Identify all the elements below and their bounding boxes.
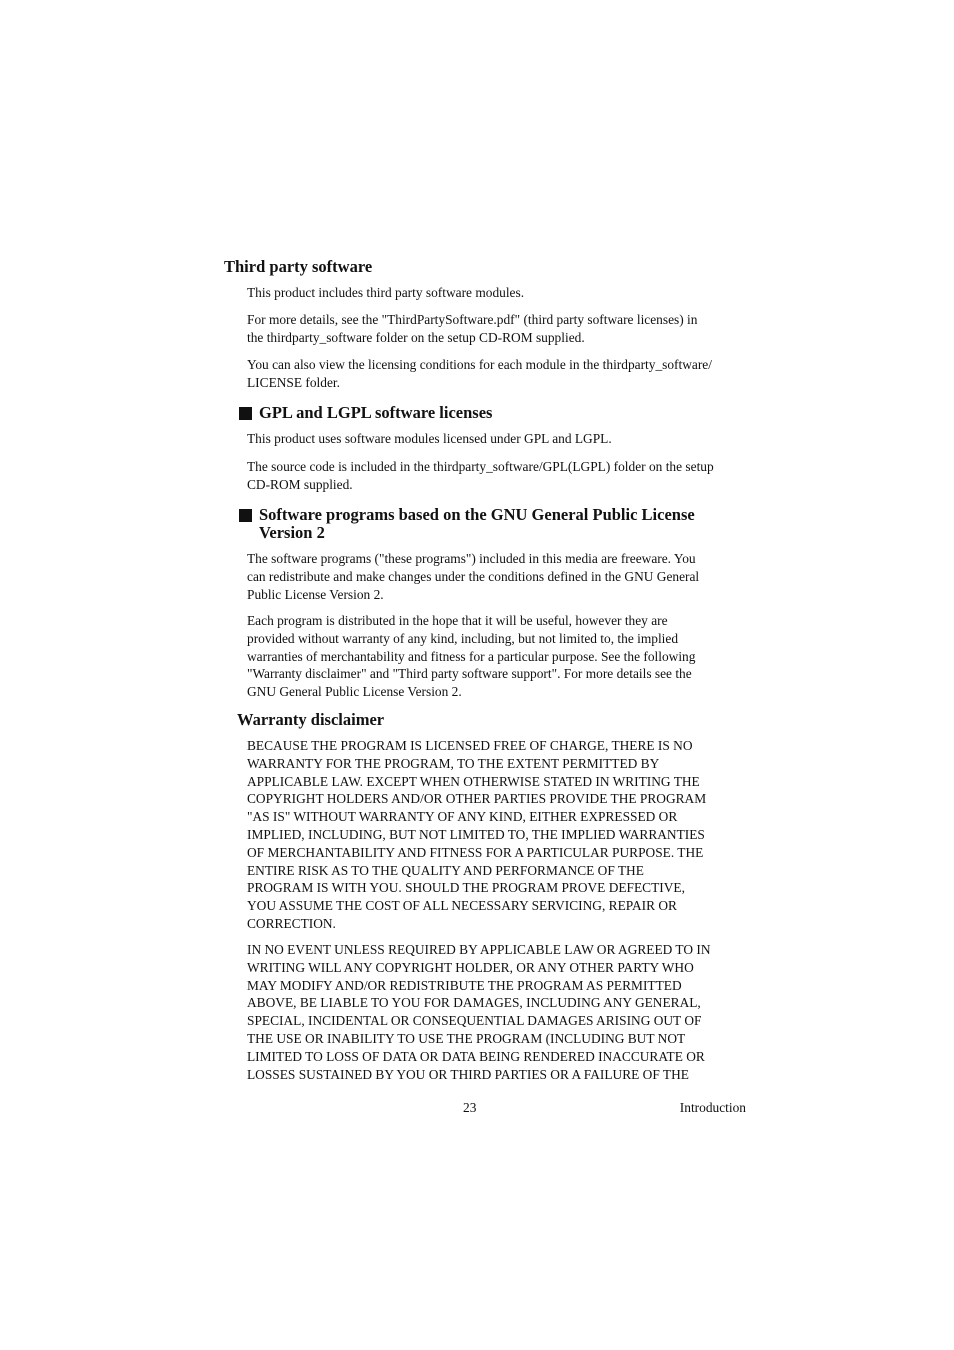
page-number: 23: [463, 1100, 477, 1115]
heading-gnu-gpl-v2: [239, 506, 779, 542]
footer-section-name: Introduction: [679, 1100, 746, 1115]
heading-warranty-disclaimer: Warranty disclaimer: [237, 710, 385, 729]
square-bullet-icon: [239, 509, 252, 522]
heading-gpl-lgpl-text: GPL and LGPL software licenses: [259, 403, 493, 422]
heading-third-party-software: Third party software: [224, 257, 373, 276]
paragraph-gpl-source-code: The source code is included in the thirdparty_software/GPL(LGPL) folder on the setup CD-ROM supplied.: [247, 459, 714, 492]
paragraph-third-party-details: For more details, see the "ThirdPartySoftware.pdf" (third party software licenses) in the thirdparty_software folder on the setup CD-ROM supplied.: [247, 312, 698, 345]
paragraph-gpl-usage: This product uses software modules licensed under GPL and LGPL.: [247, 431, 612, 446]
heading-gnu-gpl-v2-text: Software programs based on the GNU General Public License Version 2: [259, 505, 695, 542]
paragraph-gnu-no-warranty: Each program is distributed in the hope that it will be useful, however they are provided without warranty of any kind, including, but not limited to, the implied warranties of merchantability and fitness for a particular purpose. See the following "Warranty disclaimer" and "Third party software support". For more details see the GNU General Public License Version 2.: [247, 613, 696, 700]
heading-gpl-lgpl-licenses: [239, 404, 492, 422]
paragraph-gnu-freeware: The software programs ("these programs") included in this media are freeware. You can redistribute and make changes under the conditions defined in the GNU General Public License Version 2.: [247, 551, 700, 602]
paragraph-warranty-as-is: BECAUSE THE PROGRAM IS LICENSED FREE OF CHARGE, THERE IS NO WARRANTY FOR THE PROGRAM, TO THE EXTENT PERMITTED BY APPLICABLE LAW. EXCEPT WHEN OTHERWISE STATED IN WRITING THE COPYRIGHT HOLDERS AND/OR OTHER PARTIES PROVIDE THE PROGRAM "AS IS" WITHOUT WARRANTY OF ANY KIND, EITHER EXPRESSED OR IMPLIED, INCLUDING, BUT NOT LIMITED TO, THE IMPLIED WARRANTIES OF MERCHANTABILITY AND FITNESS FOR A PARTICULAR PURPOSE. THE ENTIRE RISK AS TO THE QUALITY AND PERFORMANCE OF THE PROGRAM IS WITH YOU. SHOULD THE PROGRAM PROVE DEFECTIVE, YOU ASSUME THE COST OF ALL NECESSARY SERVICING, REPAIR OR CORRECTION.: [247, 738, 707, 931]
square-bullet-icon: [239, 407, 252, 420]
paragraph-warranty-liability: IN NO EVENT UNLESS REQUIRED BY APPLICABLE LAW OR AGREED TO IN WRITING WILL ANY COPYRIGHT HOLDER, OR ANY OTHER PARTY WHO MAY MODIFY AND/OR REDISTRIBUTE THE PROGRAM AS PERMITTED ABOVE, BE LIABLE TO YOU FOR DAMAGES, INCLUDING ANY GENERAL, SPECIAL, INCIDENTAL OR CONSEQUENTIAL DAMAGES ARISING OUT OF THE USE OR INABILITY TO USE THE PROGRAM (INCLUDING BUT NOT LIMITED TO LOSS OF DATA OR DATA BEING RENDERED INACCURATE OR LOSSES SUSTAINED BY YOU OR THIRD PARTIES OR A FAILURE OF THE: [247, 942, 711, 1082]
paragraph-third-party-license-folder: You can also view the licensing conditions for each module in the thirdparty_software/ LICENSE folder.: [247, 357, 712, 390]
paragraph-third-party-intro: This product includes third party software modules.: [247, 285, 525, 300]
